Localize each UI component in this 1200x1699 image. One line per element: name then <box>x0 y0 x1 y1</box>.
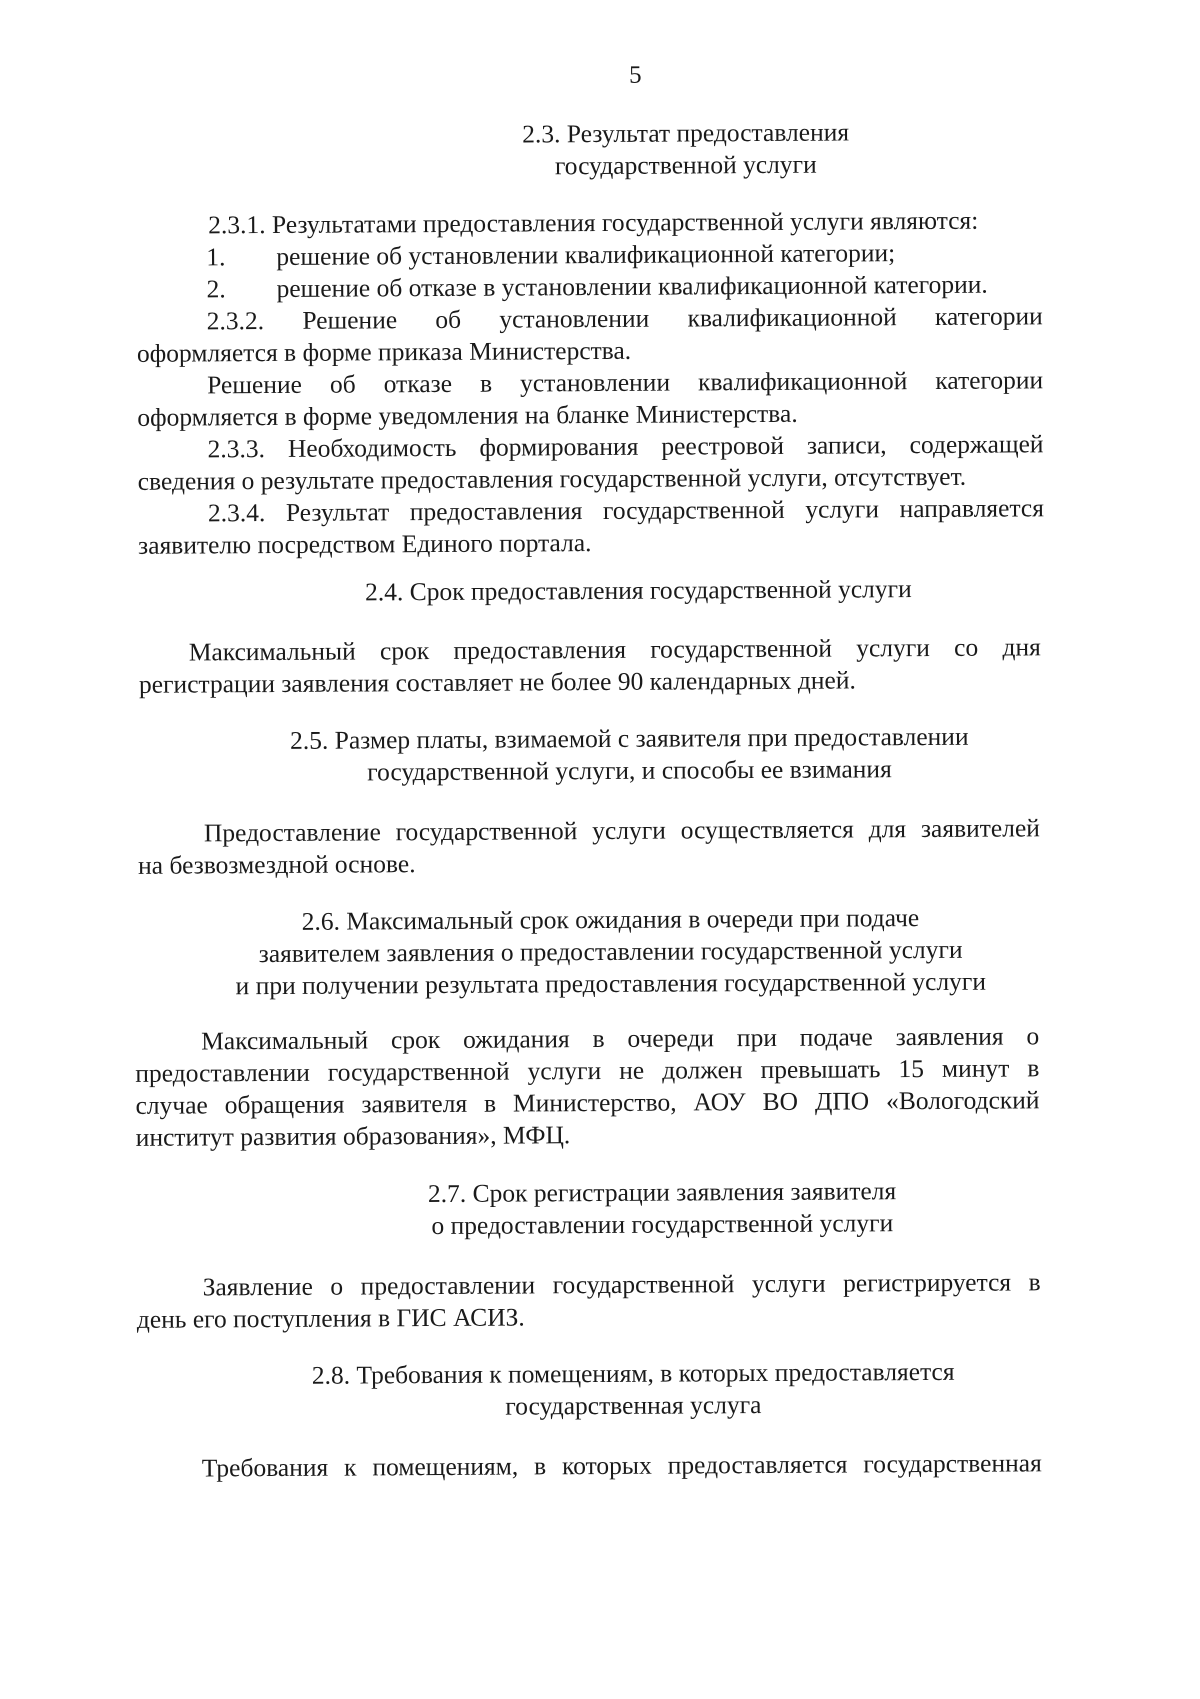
heading-line: и при получении результата предоставления государственной услуги <box>235 966 987 1001</box>
paragraph-line: на безвозмездной основе. <box>137 849 416 880</box>
heading-line: 2.6. Максимальный срок ожидания в очереди при подаче <box>301 903 920 936</box>
heading-line: государственной услуги <box>554 149 817 181</box>
paragraph-line: 2.3.3. Необходимость формирования реестровой записи, содержащей <box>207 429 1044 464</box>
paragraph-line: Максимальный срок предоставления государственной услуги со дня <box>188 632 1041 667</box>
heading-line: заявителем заявления о предоставлении государственной услуги <box>258 934 963 969</box>
section-heading-2-6 <box>180 901 1041 1002</box>
list-number: 1. <box>206 242 226 272</box>
list-item-text: решение об отказе в установлении квалификационной категории. <box>276 269 988 303</box>
heading-line: государственная услуга <box>505 1390 762 1421</box>
paragraph-line: 2.3.2. Решение об установлении квалификационной категории <box>206 301 1043 336</box>
paragraph-line: Заявление о предоставлении государственной услуги регистрируется в <box>202 1267 1041 1302</box>
section-heading-2-8 <box>243 1355 1023 1424</box>
paragraph-line: сведения о результате предоставления государственной услуги, отсутствует. <box>137 461 967 496</box>
paragraph-line: Решение об отказе в установлении квалификационной категории <box>207 365 1044 400</box>
paragraph-line: институт развития образования», МФЦ. <box>135 1120 571 1152</box>
section-heading-2-4 <box>238 572 1038 609</box>
paragraph-line: заявителю посредством Единого портала. <box>138 528 592 560</box>
list-item <box>206 269 987 306</box>
heading-line: 2.4. Срок предоставления государственной услуги <box>365 574 912 607</box>
heading-line: государственной услуги, и способы ее взимания <box>367 754 892 787</box>
heading-line: 2.3. Результат предоставления <box>522 117 850 149</box>
list-number: 2. <box>206 274 226 304</box>
paragraph-line: 2.3.1. Результатами предоставления государственной услуги являются: <box>208 205 979 240</box>
page-number: 5 <box>628 61 642 89</box>
heading-line: 2.8. Требования к помещениям, в которых предоставляется <box>311 1356 955 1390</box>
paragraph-line: случае обращения заявителя в Министерство, АОУ ВО ДПО «Вологодский <box>135 1085 1040 1120</box>
paragraph-line: 2.3.4. Результат предоставления государственной услуги направляется <box>207 493 1045 528</box>
section-heading-2-5 <box>219 720 1039 789</box>
section-heading-2-7 <box>292 1174 1032 1243</box>
heading-line: 2.7. Срок регистрации заявления заявителя <box>427 1176 897 1209</box>
paragraph-line: предоставлении государственной услуги не должен превышать 15 минут в <box>135 1053 1040 1088</box>
list-item-text: решение об установлении квалификационной категории; <box>276 238 896 271</box>
section-heading-2-3 <box>406 116 966 183</box>
paragraph-line: Максимальный срок ожидания в очереди при подаче заявления о <box>201 1021 1040 1056</box>
paragraph-line: Требования к помещениям, в которых предоставляется государственная <box>201 1448 1042 1483</box>
heading-line: 2.5. Размер платы, взимаемой с заявителя при предоставлении <box>290 721 969 755</box>
heading-line: о предоставлении государственной услуги <box>431 1208 894 1241</box>
paragraph-line: день его поступления в ГИС АСИЗ. <box>136 1302 525 1334</box>
paragraph-line: Предоставление государственной услуги осуществляется для заявителей <box>203 813 1040 848</box>
paragraph-line: регистрации заявления составляет не более 90 календарных дней. <box>138 665 856 699</box>
paragraph-line: оформляется в форме уведомления на бланке Министерства. <box>137 398 798 432</box>
list-item <box>206 237 895 273</box>
paragraph-line: оформляется в форме приказа Министерства. <box>136 335 632 368</box>
